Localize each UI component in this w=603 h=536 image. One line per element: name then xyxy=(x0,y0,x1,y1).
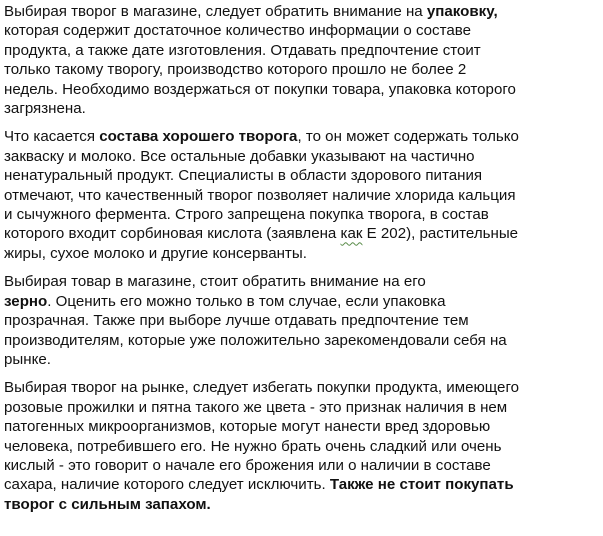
text-run: Е 202), растительные xyxy=(362,225,519,243)
text-line xyxy=(4,350,598,369)
text-line xyxy=(4,21,598,40)
text-run: которая содержит достаточное количество информации о составе xyxy=(4,22,471,40)
text-run: прозрачная. Также при выборе лучше отдавать предпочтение тем xyxy=(4,312,469,330)
text-line xyxy=(4,205,598,224)
text-run: недель. Необходимо воздержаться от покупки товара, упаковка которого xyxy=(4,80,516,98)
text-run: закваску и молоко. Все остальные добавки указывают на частично xyxy=(4,147,475,165)
text-run: продукта, а также дате изготовления. Отдавать предпочтение стоит xyxy=(4,41,481,59)
text-run: ненатуральный продукт. Специалисты в области здорового питания xyxy=(4,167,483,185)
text-line xyxy=(4,80,598,99)
text-run: отмечают, что качественный творог позволяет наличие хлорида кальция xyxy=(4,186,516,204)
text-line xyxy=(4,127,598,146)
text-run: и сычужного фермента. Строго запрещена покупка творога, в состав xyxy=(4,206,489,224)
text-line xyxy=(4,311,598,330)
text-line xyxy=(4,99,598,118)
text-run: Выбирая творог на рынке, следует избегать покупки продукта, имеющего xyxy=(4,379,520,397)
text-run: только такому творогу, производство которого прошло не более 2 xyxy=(4,61,467,79)
text-run: кислый - это говорит о начале его брожения или о наличии в составе xyxy=(4,456,491,474)
text-run: производителям, которые уже положительно зарекомендовали себя на xyxy=(4,331,507,349)
text-line xyxy=(4,331,598,350)
text-run: . Оценить его можно только в том случае, если упаковка xyxy=(47,292,446,310)
text-run: Выбирая творог в магазине, следует обратить внимание на xyxy=(4,3,427,20)
text-line xyxy=(4,437,598,456)
text-line xyxy=(4,166,598,185)
bold-text-run: упаковку, xyxy=(426,3,498,20)
text-line xyxy=(4,417,598,436)
spellcheck-flagged-word: как xyxy=(340,225,363,243)
text-line xyxy=(4,378,598,397)
text-run: рынке. xyxy=(4,350,51,368)
text-line xyxy=(4,244,598,263)
text-run: человека, потребившего его. Не нужно брать очень сладкий или очень xyxy=(4,437,502,455)
text-line xyxy=(4,456,598,475)
text-run: жиры, сухое молоко и другие консерванты. xyxy=(4,244,307,262)
text-run: патогенных микроорганизмов, которые могут нанести вред здоровью xyxy=(4,418,491,436)
text-line xyxy=(4,272,598,291)
paragraph-3 xyxy=(4,272,598,369)
text-line xyxy=(4,2,598,21)
paragraph-2 xyxy=(4,127,598,263)
text-line xyxy=(4,147,598,166)
text-line xyxy=(4,186,598,205)
text-run: загрязнена. xyxy=(4,100,86,118)
text-line xyxy=(4,41,598,60)
text-run: Выбирая товар в магазине, стоит обратить внимание на его xyxy=(4,273,426,291)
bold-text-run: зерно xyxy=(4,292,48,310)
text-run: сахара, наличие которого следует исключить. xyxy=(4,476,330,494)
text-run: , то он может содержать только xyxy=(297,128,519,146)
text-run: Что касается xyxy=(4,128,100,146)
text-run: розовые прожилки и пятна такого же цвета - это признак наличия в нем xyxy=(4,398,508,416)
paragraph-4 xyxy=(4,378,598,514)
text-line xyxy=(4,292,598,311)
document-body xyxy=(4,2,598,523)
text-line xyxy=(4,495,598,514)
text-line xyxy=(4,60,598,79)
bold-text-run: творог с сильным запахом. xyxy=(4,495,211,513)
text-line xyxy=(4,475,598,494)
bold-text-run: состава хорошего творога xyxy=(99,128,298,146)
bold-text-run: Также не стоит покупать xyxy=(329,476,514,494)
text-line xyxy=(4,224,598,243)
text-line xyxy=(4,398,598,417)
text-run: которого входит сорбиновая кислота (заявлена xyxy=(4,225,341,243)
paragraph-1 xyxy=(4,2,598,118)
